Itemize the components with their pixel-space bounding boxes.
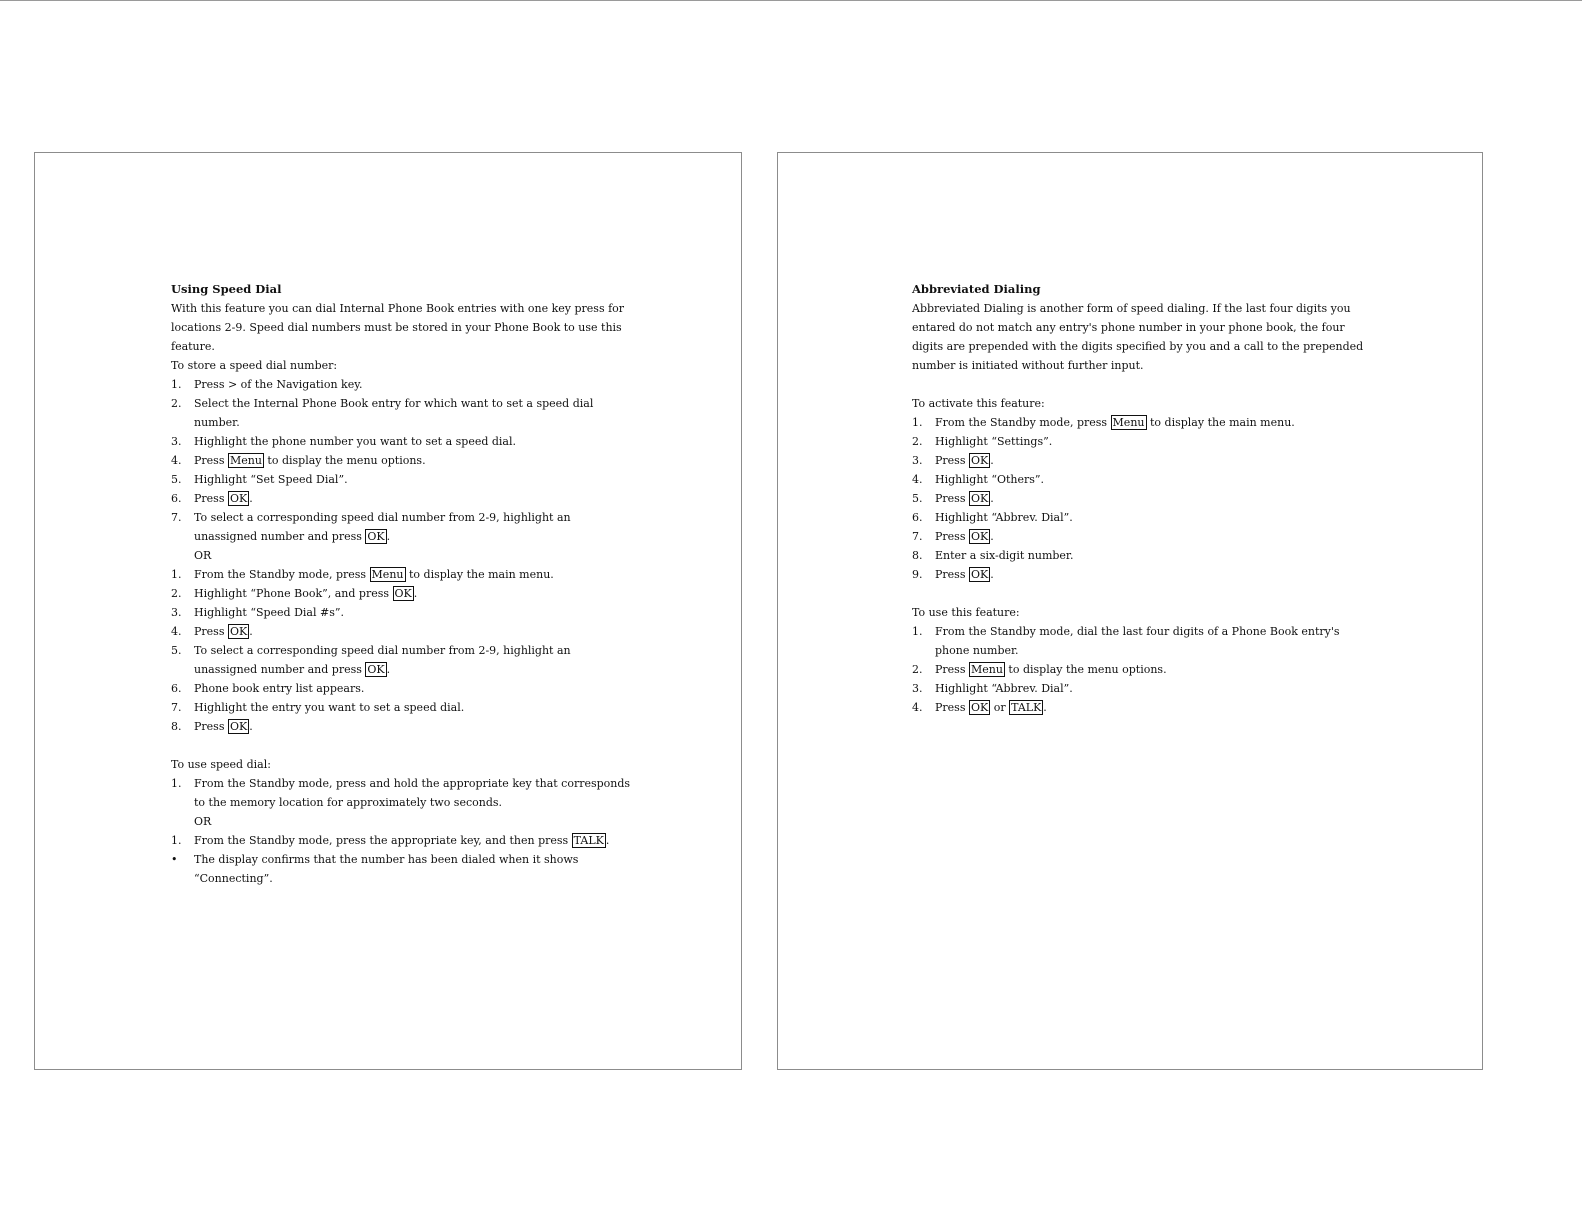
list-item <box>912 546 1372 565</box>
use-label: To use speed dial: <box>171 758 271 771</box>
step-text: Select the Internal Phone Book entry for which want to set a speed dial number. <box>194 397 594 429</box>
page-left-content <box>171 280 631 888</box>
step-text: Press <box>194 720 228 733</box>
step-text: . <box>990 530 994 543</box>
step-text: . <box>990 568 994 581</box>
item-text <box>194 584 631 603</box>
item-text <box>194 679 631 698</box>
section-title: Abbreviated Dialing <box>912 282 1041 296</box>
key-label-ok: OK <box>970 568 989 581</box>
alt-steps-list <box>171 565 631 736</box>
item-number: 2. <box>912 435 923 448</box>
list-item <box>912 432 1372 451</box>
step-text: To select a corresponding speed dial number from 2-9, highlight an unassigned number and press <box>194 511 571 543</box>
item-number: 8. <box>171 720 182 733</box>
spacer <box>912 375 1372 394</box>
item-number: 3. <box>912 682 923 695</box>
list-item <box>171 375 631 394</box>
item-number: 2. <box>171 587 182 600</box>
item-number: 4. <box>171 625 182 638</box>
item-text <box>194 774 631 812</box>
list-item <box>912 622 1372 660</box>
top-rule <box>0 0 1582 1</box>
item-text <box>194 641 631 679</box>
item-text <box>935 698 1372 717</box>
step-text: Press <box>935 454 969 467</box>
step-text: Press <box>194 454 228 467</box>
item-number: 2. <box>912 663 923 676</box>
step-text: or <box>990 701 1010 714</box>
intro-paragraph: Abbreviated Dialing is another form of speed dialing. If the last four digits you entared do not match any entry's phone number in your phone book, the four digits are prepended with the digits specified by you and a call to the prepended number is initiated without further input. <box>912 302 1364 372</box>
step-text: From the Standby mode, press <box>935 416 1111 429</box>
key-label-ok: OK <box>970 530 989 543</box>
list-item <box>171 432 631 451</box>
list-item <box>912 660 1372 679</box>
item-text <box>194 489 631 508</box>
use-step <box>171 774 631 812</box>
item-number: 5. <box>912 492 923 505</box>
item-text <box>935 622 1372 660</box>
item-number: 4. <box>912 701 923 714</box>
list-item <box>171 831 631 850</box>
key-label-ok: OK <box>970 701 989 714</box>
item-number: 5. <box>171 644 182 657</box>
step-text: The display confirms that the number has been dialed when it shows “Connecting”. <box>194 853 579 885</box>
step-text: Highlight “Abbrev. Dial”. <box>935 682 1073 695</box>
activate-steps-list <box>912 413 1372 584</box>
item-number: 1. <box>171 568 182 581</box>
list-item <box>912 679 1372 698</box>
item-number: 3. <box>171 606 182 619</box>
item-text <box>935 527 1372 546</box>
page-right <box>777 152 1483 1070</box>
step-text: Press <box>935 530 969 543</box>
item-text <box>935 660 1372 679</box>
item-number: 4. <box>912 473 923 486</box>
item-text <box>935 451 1372 470</box>
list-item <box>171 394 631 432</box>
item-text <box>194 508 631 546</box>
list-item <box>171 470 631 489</box>
step-text: To select a corresponding speed dial number from 2-9, highlight an unassigned number and press <box>194 644 571 676</box>
list-item <box>171 603 631 622</box>
key-label-menu: Menu <box>1112 416 1145 429</box>
step-text: Press <box>194 625 228 638</box>
step-text: Enter a six-digit number. <box>935 549 1074 562</box>
step-text: . <box>386 530 391 543</box>
section-title: Using Speed Dial <box>171 282 282 296</box>
item-number: 1. <box>171 834 182 847</box>
item-number: 6. <box>912 511 923 524</box>
item-number: 1. <box>171 378 182 391</box>
item-text <box>194 698 631 717</box>
step-text: . <box>990 454 994 467</box>
item-text <box>194 394 631 432</box>
step-text: to display the main menu. <box>1146 416 1295 429</box>
list-item <box>171 451 631 470</box>
or-separator: OR <box>194 549 212 562</box>
key-label-ok: OK <box>970 454 989 467</box>
item-number: 1. <box>912 625 923 638</box>
item-text <box>194 622 631 641</box>
list-item <box>171 565 631 584</box>
item-text <box>935 489 1372 508</box>
step-text: Highlight “Others”. <box>935 473 1044 486</box>
step-text: Highlight “Phone Book”, and press <box>194 587 393 600</box>
step-text: From the Standby mode, press and hold the appropriate key that corresponds to the memory location for approximately two seconds. <box>194 777 631 809</box>
key-label-talk: TALK <box>1011 701 1042 714</box>
store-label: To store a speed dial number: <box>171 359 338 372</box>
key-label-talk: TALK <box>573 834 604 847</box>
item-text <box>935 546 1372 565</box>
step-text: . <box>605 834 610 847</box>
step-text: Highlight the phone number you want to set a speed dial. <box>194 435 517 448</box>
list-item <box>912 565 1372 584</box>
key-label-ok: OK <box>394 587 412 600</box>
key-label-menu: Menu <box>229 454 262 467</box>
or-separator: OR <box>194 815 212 828</box>
step-text: Highlight “Abbrev. Dial”. <box>935 511 1073 524</box>
step-text: Press <box>935 663 969 676</box>
activate-label: To activate this feature: <box>912 397 1045 410</box>
list-item <box>171 489 631 508</box>
item-text <box>935 413 1372 432</box>
item-text <box>194 831 631 850</box>
list-item <box>171 774 631 812</box>
step-text: Highlight “Settings”. <box>935 435 1053 448</box>
list-item <box>171 850 631 888</box>
list-item <box>912 413 1372 432</box>
item-number: • <box>171 853 178 866</box>
list-item <box>171 679 631 698</box>
page-right-content <box>912 280 1372 717</box>
item-text <box>194 432 631 451</box>
step-text: From the Standby mode, press <box>194 568 370 581</box>
list-item <box>912 451 1372 470</box>
item-number: 1. <box>912 416 923 429</box>
item-number: 3. <box>171 435 182 448</box>
step-text: From the Standby mode, dial the last four digits of a Phone Book entry's phone number. <box>935 625 1340 657</box>
list-item <box>912 489 1372 508</box>
spacer <box>171 736 631 755</box>
item-text <box>194 565 631 584</box>
list-item <box>171 641 631 679</box>
list-item <box>171 717 631 736</box>
item-text <box>935 470 1372 489</box>
item-text <box>935 432 1372 451</box>
item-number: 7. <box>171 511 182 524</box>
list-item <box>912 698 1372 717</box>
key-label-ok: OK <box>970 492 989 505</box>
step-text: Press <box>935 568 969 581</box>
intro-paragraph: With this feature you can dial Internal Phone Book entries with one key press for locations 2-9. Speed dial numbers must be stored in your Phone Book to use this feature. <box>171 302 625 353</box>
step-text: Press > of the Navigation key. <box>194 378 363 391</box>
key-label-ok: OK <box>229 720 248 733</box>
step-text: . <box>1043 701 1047 714</box>
item-number: 2. <box>171 397 182 410</box>
list-item <box>912 508 1372 527</box>
item-text <box>194 603 631 622</box>
key-label-ok: OK <box>229 625 248 638</box>
step-text: Press <box>935 492 969 505</box>
item-number: 6. <box>171 682 182 695</box>
use-step <box>171 831 631 850</box>
item-text <box>194 451 631 470</box>
step-text: Highlight “Speed Dial #s”. <box>194 606 344 619</box>
store-steps-list <box>171 375 631 546</box>
list-item <box>912 527 1372 546</box>
item-number: 7. <box>912 530 923 543</box>
item-number: 6. <box>171 492 182 505</box>
spacer <box>912 584 1372 603</box>
step-text: Press <box>935 701 969 714</box>
step-text: . <box>249 492 253 505</box>
step-text: Highlight the entry you want to set a speed dial. <box>194 701 465 714</box>
item-number: 4. <box>171 454 182 467</box>
step-text: . <box>249 720 253 733</box>
use-steps-list <box>912 622 1372 717</box>
step-text: . <box>249 625 253 638</box>
item-text <box>935 565 1372 584</box>
key-label-ok: OK <box>367 663 385 676</box>
bullet-note <box>171 850 631 888</box>
item-text <box>935 679 1372 698</box>
list-item <box>912 470 1372 489</box>
key-label-ok: OK <box>229 492 248 505</box>
step-text: Phone book entry list appears. <box>194 682 365 695</box>
step-text: Press <box>194 492 228 505</box>
step-text: . <box>990 492 994 505</box>
item-number: 5. <box>171 473 182 486</box>
item-number: 1. <box>171 777 182 790</box>
item-text <box>194 375 631 394</box>
page-left <box>34 152 742 1070</box>
list-item <box>171 508 631 546</box>
item-number: 7. <box>171 701 182 714</box>
key-label-ok: OK <box>367 530 385 543</box>
step-text: to display the menu options. <box>263 454 426 467</box>
step-text: to display the menu options. <box>1004 663 1167 676</box>
list-item <box>171 584 631 603</box>
list-item <box>171 698 631 717</box>
step-text: . <box>413 587 418 600</box>
use-label: To use this feature: <box>912 606 1020 619</box>
item-text <box>194 470 631 489</box>
key-label-menu: Menu <box>371 568 404 581</box>
step-text: to display the main menu. <box>405 568 554 581</box>
item-text <box>194 850 631 888</box>
item-number: 9. <box>912 568 923 581</box>
item-number: 3. <box>912 454 923 467</box>
step-text: . <box>386 663 391 676</box>
item-number: 8. <box>912 549 923 562</box>
step-text: From the Standby mode, press the appropriate key, and then press <box>194 834 572 847</box>
key-label-menu: Menu <box>970 663 1003 676</box>
step-text: Highlight “Set Speed Dial”. <box>194 473 348 486</box>
list-item <box>171 622 631 641</box>
item-text <box>194 717 631 736</box>
item-text <box>935 508 1372 527</box>
